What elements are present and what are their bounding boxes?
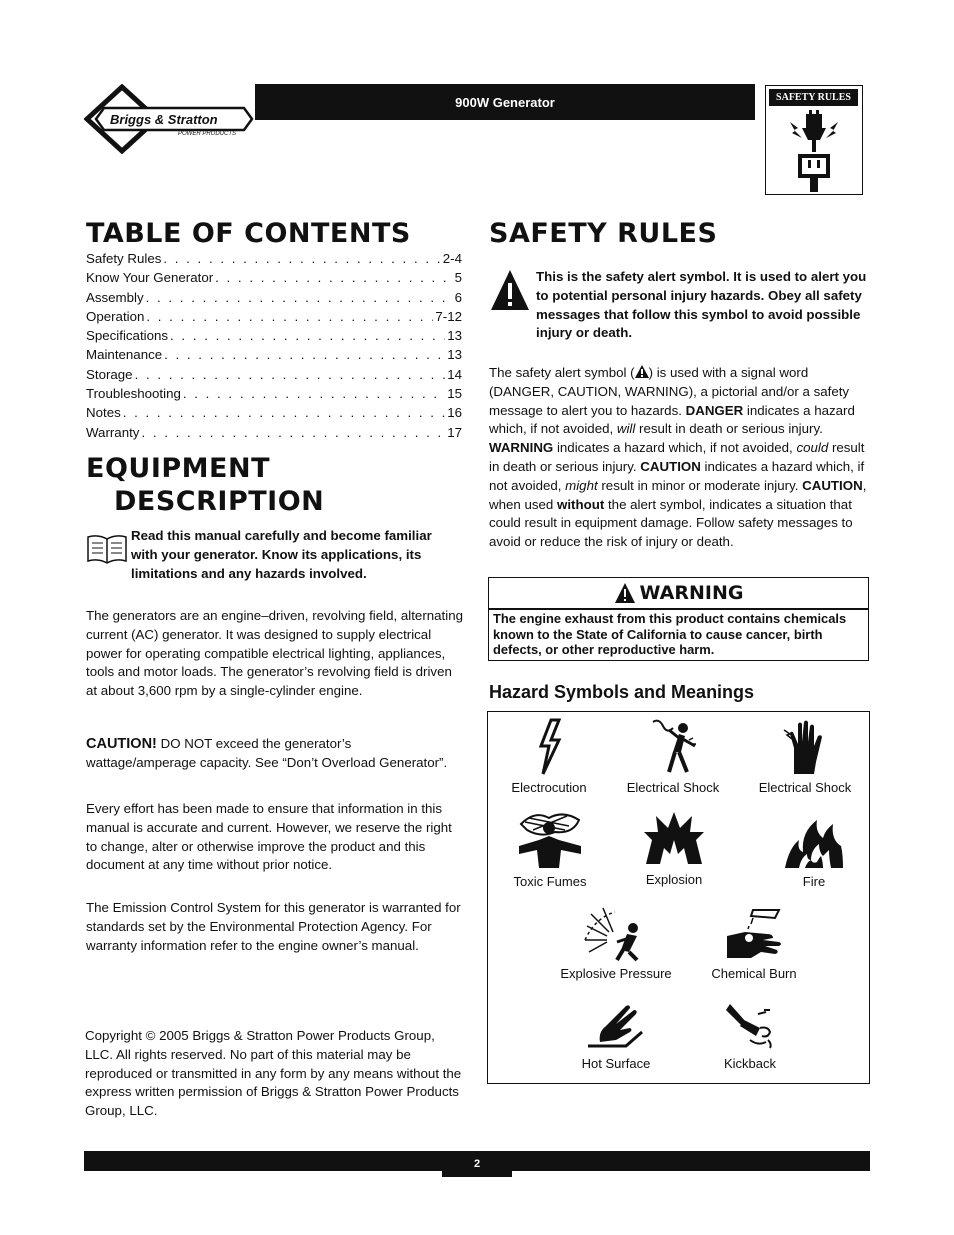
warning-divider (489, 608, 868, 610)
hazard-electrical-shock-hand (750, 718, 860, 795)
toc-entry-page: 15 (447, 386, 462, 402)
hazard-explosive-pressure (546, 906, 686, 981)
signal-words-explanation: The safety alert symbol ( ) is used with a signal word (DANGER, CAUTION, WARNING), a pictorial and/or a safety message to alert you to hazards. DANGER indicates a hazard which, if not avoided, will result in death or serious injury. WARNING indicates a hazard which, if not avoided, could result in death or serious injury. CAUTION indicates a hazard which, if not avoided, might result in minor or moderate injury. CAUTION, when used without the alert symbol, indicates a situation that could result in equipment damage. Follow safety messages to avoid or reduce the risk of injury or death. (489, 365, 867, 550)
equipment-heading-line2: DESCRIPTION (114, 486, 325, 517)
hot-surface-hand-icon (586, 1000, 646, 1052)
toc-entry-label: Specifications (86, 328, 169, 344)
toc-entry-label: Maintenance (86, 347, 163, 363)
hazard-label: Electrocution (511, 780, 587, 795)
toc-entry-page: 16 (447, 405, 462, 421)
hazard-symbols-panel (487, 711, 870, 1084)
toc-dot-leader (146, 309, 433, 324)
toc-heading: TABLE OF CONTENTS (86, 218, 411, 249)
toc-entry-page: 17 (447, 424, 462, 440)
toc-dot-leader (141, 425, 445, 440)
toc-entry-label: Know Your Generator (86, 270, 214, 286)
caution-text: DO NOT exceed the generator’s wattage/amperage capacity. See “Don’t Overload Generator”. (86, 736, 448, 770)
fire-flame-icon (781, 810, 847, 870)
table-of-contents (86, 251, 462, 444)
read-manual-note: Read this manual carefully and become familiar with your generator. Know its applications, its limitations and any hazards involved. (131, 528, 432, 581)
toc-dot-leader (123, 405, 445, 420)
hazard-electrical-shock-person (618, 716, 728, 795)
toc-dot-leader (183, 386, 445, 401)
toc-entry-label: Safety Rules (86, 251, 162, 266)
brand-logo (84, 84, 254, 154)
safety-rules-heading: SAFETY RULES (489, 218, 718, 249)
chemical-burn-icon (723, 906, 785, 962)
emission-note: The Emission Control System for this generator is warranted for standards set by the Environmental Protection Agency. For warranty information refer to the engine owner’s manual. (86, 900, 461, 953)
toc-entry[interactable] (86, 328, 462, 347)
toc-entry-label: Warranty (86, 424, 140, 440)
toc-entry-page: 5 (454, 270, 462, 286)
lightning-bolt-icon (529, 718, 569, 776)
hazard-label: Chemical Burn (711, 966, 797, 981)
toc-entry-label: Operation (86, 308, 145, 324)
hazard-electrocution (502, 718, 596, 795)
caution-note (86, 735, 464, 773)
kickback-icon (720, 1000, 780, 1052)
toc-dot-leader (135, 367, 446, 382)
toc-entry[interactable] (86, 270, 462, 289)
california-warning-box (488, 577, 869, 661)
caution-label: CAUTION! (86, 736, 157, 752)
toc-entry[interactable] (86, 386, 462, 405)
toc-entry[interactable] (86, 405, 462, 424)
manual-book-icon (84, 533, 130, 565)
hazard-label: Fire (802, 874, 826, 889)
toc-dot-leader (170, 328, 445, 343)
hazard-label: Explosion (645, 872, 703, 887)
toc-entry[interactable] (86, 425, 462, 444)
brand-name: Briggs & Stratton (110, 112, 218, 127)
hazard-hot-surface (566, 1000, 666, 1071)
toc-entry[interactable] (86, 367, 462, 386)
warning-text: The engine exhaust from this product contains chemicals known to the State of California to cause cancer, birth defects, or other reproductive harm. (493, 611, 847, 658)
warning-label: WARNING (639, 582, 744, 604)
toc-entry-page: 14 (447, 366, 462, 382)
alert-symbol-note: This is the safety alert symbol. It is used to alert you to potential personal injury hazards. Obey all safety messages that follow this symbol to avoid possible injury or death. (536, 269, 867, 341)
hazard-symbols-heading: Hazard Symbols and Meanings (489, 682, 755, 702)
warning-header (489, 578, 868, 608)
toc-entry-label: Troubleshooting (86, 386, 181, 402)
badge-label: SAFETY RULES (769, 89, 858, 106)
page-number-tab (442, 1151, 512, 1177)
toc-entry-label: Storage (86, 366, 133, 382)
equipment-heading-line1: EQUIPMENT (86, 453, 270, 484)
document-title: 900W Generator (455, 94, 555, 110)
hazard-fire (768, 810, 860, 889)
hazard-explosion (622, 810, 726, 887)
accuracy-note: Every effort has been made to ensure that information in this manual is accurate and current. However, we reserve the right to change, alter or otherwise improve the product and this document at any time without prior notice. (86, 801, 452, 873)
explosive-pressure-icon (581, 906, 651, 962)
hazard-chemical-burn (694, 906, 814, 981)
hazard-label: Explosive Pressure (560, 966, 672, 981)
toc-entry-label: Notes (86, 405, 121, 421)
hazard-toxic-fumes (502, 810, 598, 889)
toc-entry-page: 13 (447, 347, 462, 363)
hazard-label: Electrical Shock (758, 780, 852, 795)
copyright-notice: Copyright © 2005 Briggs & Stratton Power Products Group, LLC. All rights reserved. No part of this material may be reproduced or transmitted in any form by any means without the express written permission of Briggs & Stratton Power Products Group, LLC. (85, 1028, 462, 1119)
electrical-shock-person-icon (645, 716, 701, 776)
toc-entry-label: Assembly (86, 289, 144, 305)
toc-entry[interactable] (86, 290, 462, 309)
toc-entry[interactable] (86, 309, 462, 328)
toc-dot-leader (163, 251, 440, 266)
document-title-bar (255, 84, 755, 120)
electrical-shock-hand-icon (780, 718, 830, 776)
hazard-label: Toxic Fumes (513, 874, 587, 889)
generator-description: The generators are an engine–driven, revolving field, alternating current (AC) generator. It was designed to supply electrical power for operating compatible electrical lighting, appliances, tools and motor loads. The generator’s revolving field is driven at about 3,600 rpm by a single-cylinder engine. (86, 608, 463, 699)
toxic-fumes-icon (515, 810, 585, 870)
toc-entry-page: 13 (447, 328, 462, 344)
explosion-icon (642, 810, 706, 868)
brand-subtitle: POWER PRODUCTS (178, 131, 237, 137)
equipment-heading (86, 452, 324, 518)
page-number: 2 (473, 1158, 481, 1170)
toc-dot-leader (164, 347, 445, 362)
safety-alert-icon (489, 268, 531, 312)
hazard-label: Hot Surface (581, 1056, 651, 1071)
warning-triangle-icon (614, 582, 636, 604)
toc-entry-page: 2-4 (442, 251, 462, 266)
toc-entry[interactable] (86, 347, 462, 366)
toc-entry[interactable] (86, 251, 462, 270)
hazard-label: Kickback (723, 1056, 777, 1071)
toc-entry-page: 6 (454, 289, 462, 305)
toc-entry-page: 7-12 (435, 308, 462, 324)
inline-alert-icon (635, 365, 649, 378)
plug-shock-icon (770, 110, 858, 192)
hazard-kickback (700, 1000, 800, 1071)
toc-dot-leader (215, 270, 452, 285)
safety-rules-badge (765, 85, 863, 195)
hazard-label: Electrical Shock (626, 780, 720, 795)
toc-dot-leader (146, 290, 453, 305)
